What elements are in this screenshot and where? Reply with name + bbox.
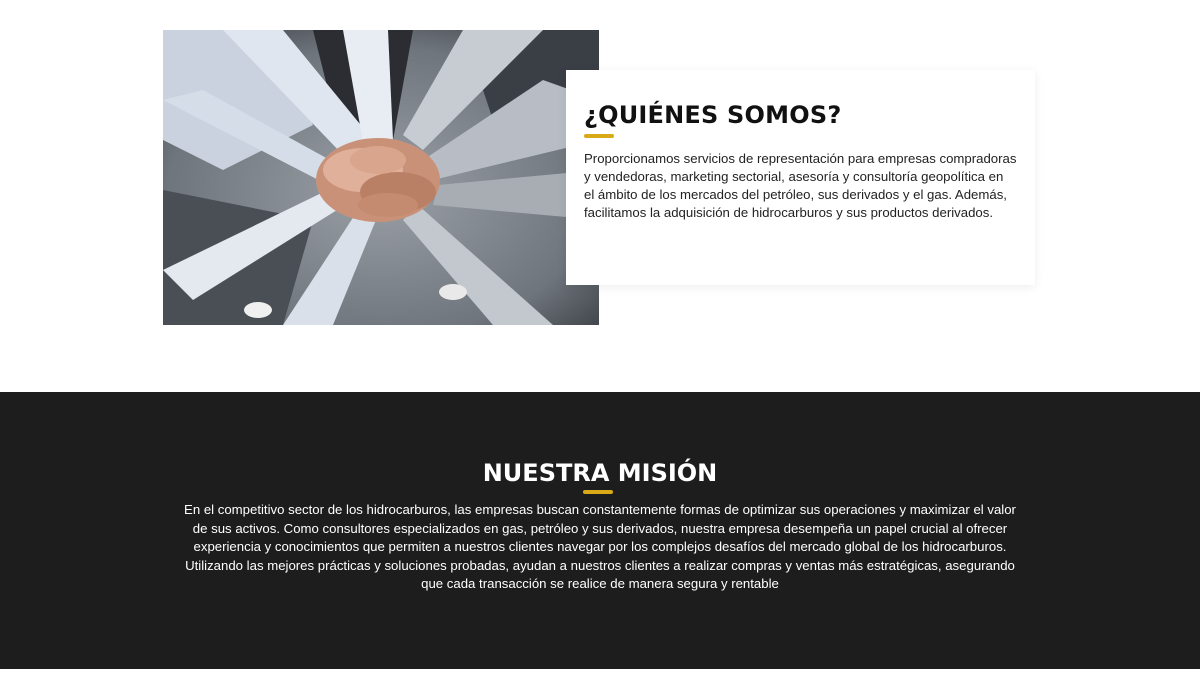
mission-accent-bar	[583, 490, 613, 494]
about-card	[566, 70, 1035, 285]
about-description: Proporcionamos servicios de representación para empresas compradoras y vendedoras, marketing sectorial, asesoría y consultoría geopolítica en el ámbito de los mercados del petróleo, sus derivados y el gas. Además, facilitamos la adquisición de hidrocarburos y sus productos derivados.	[584, 151, 1017, 220]
mission-section	[0, 392, 1200, 669]
about-title: ¿QUIÉNES SOMOS?	[584, 101, 842, 129]
team-hands-photo	[163, 30, 599, 325]
title-accent-bar	[584, 134, 614, 138]
mission-description: En el competitivo sector de los hidrocarburos, las empresas buscan constantemente formas de optimizar sus operaciones y maximizar el valor de sus activos. Como consultores especializados en gas, petróleo y sus derivados, nuestra empresa desempeña un papel crucial al ofrecer experiencia y conocimientos que permiten a nuestros clientes navegar por los complejos desafíos del mercado global de los hidrocarburos. Utilizando las mejores prácticas y soluciones probadas, ayudan a nuestros clientes a realizar compras y ventas más estratégicas, asegurando que cada transacción se realice de manera segura y rentable	[184, 502, 1016, 591]
page-bottom-strip	[0, 669, 1200, 700]
mission-title: NUESTRA MISIÓN	[482, 459, 718, 487]
